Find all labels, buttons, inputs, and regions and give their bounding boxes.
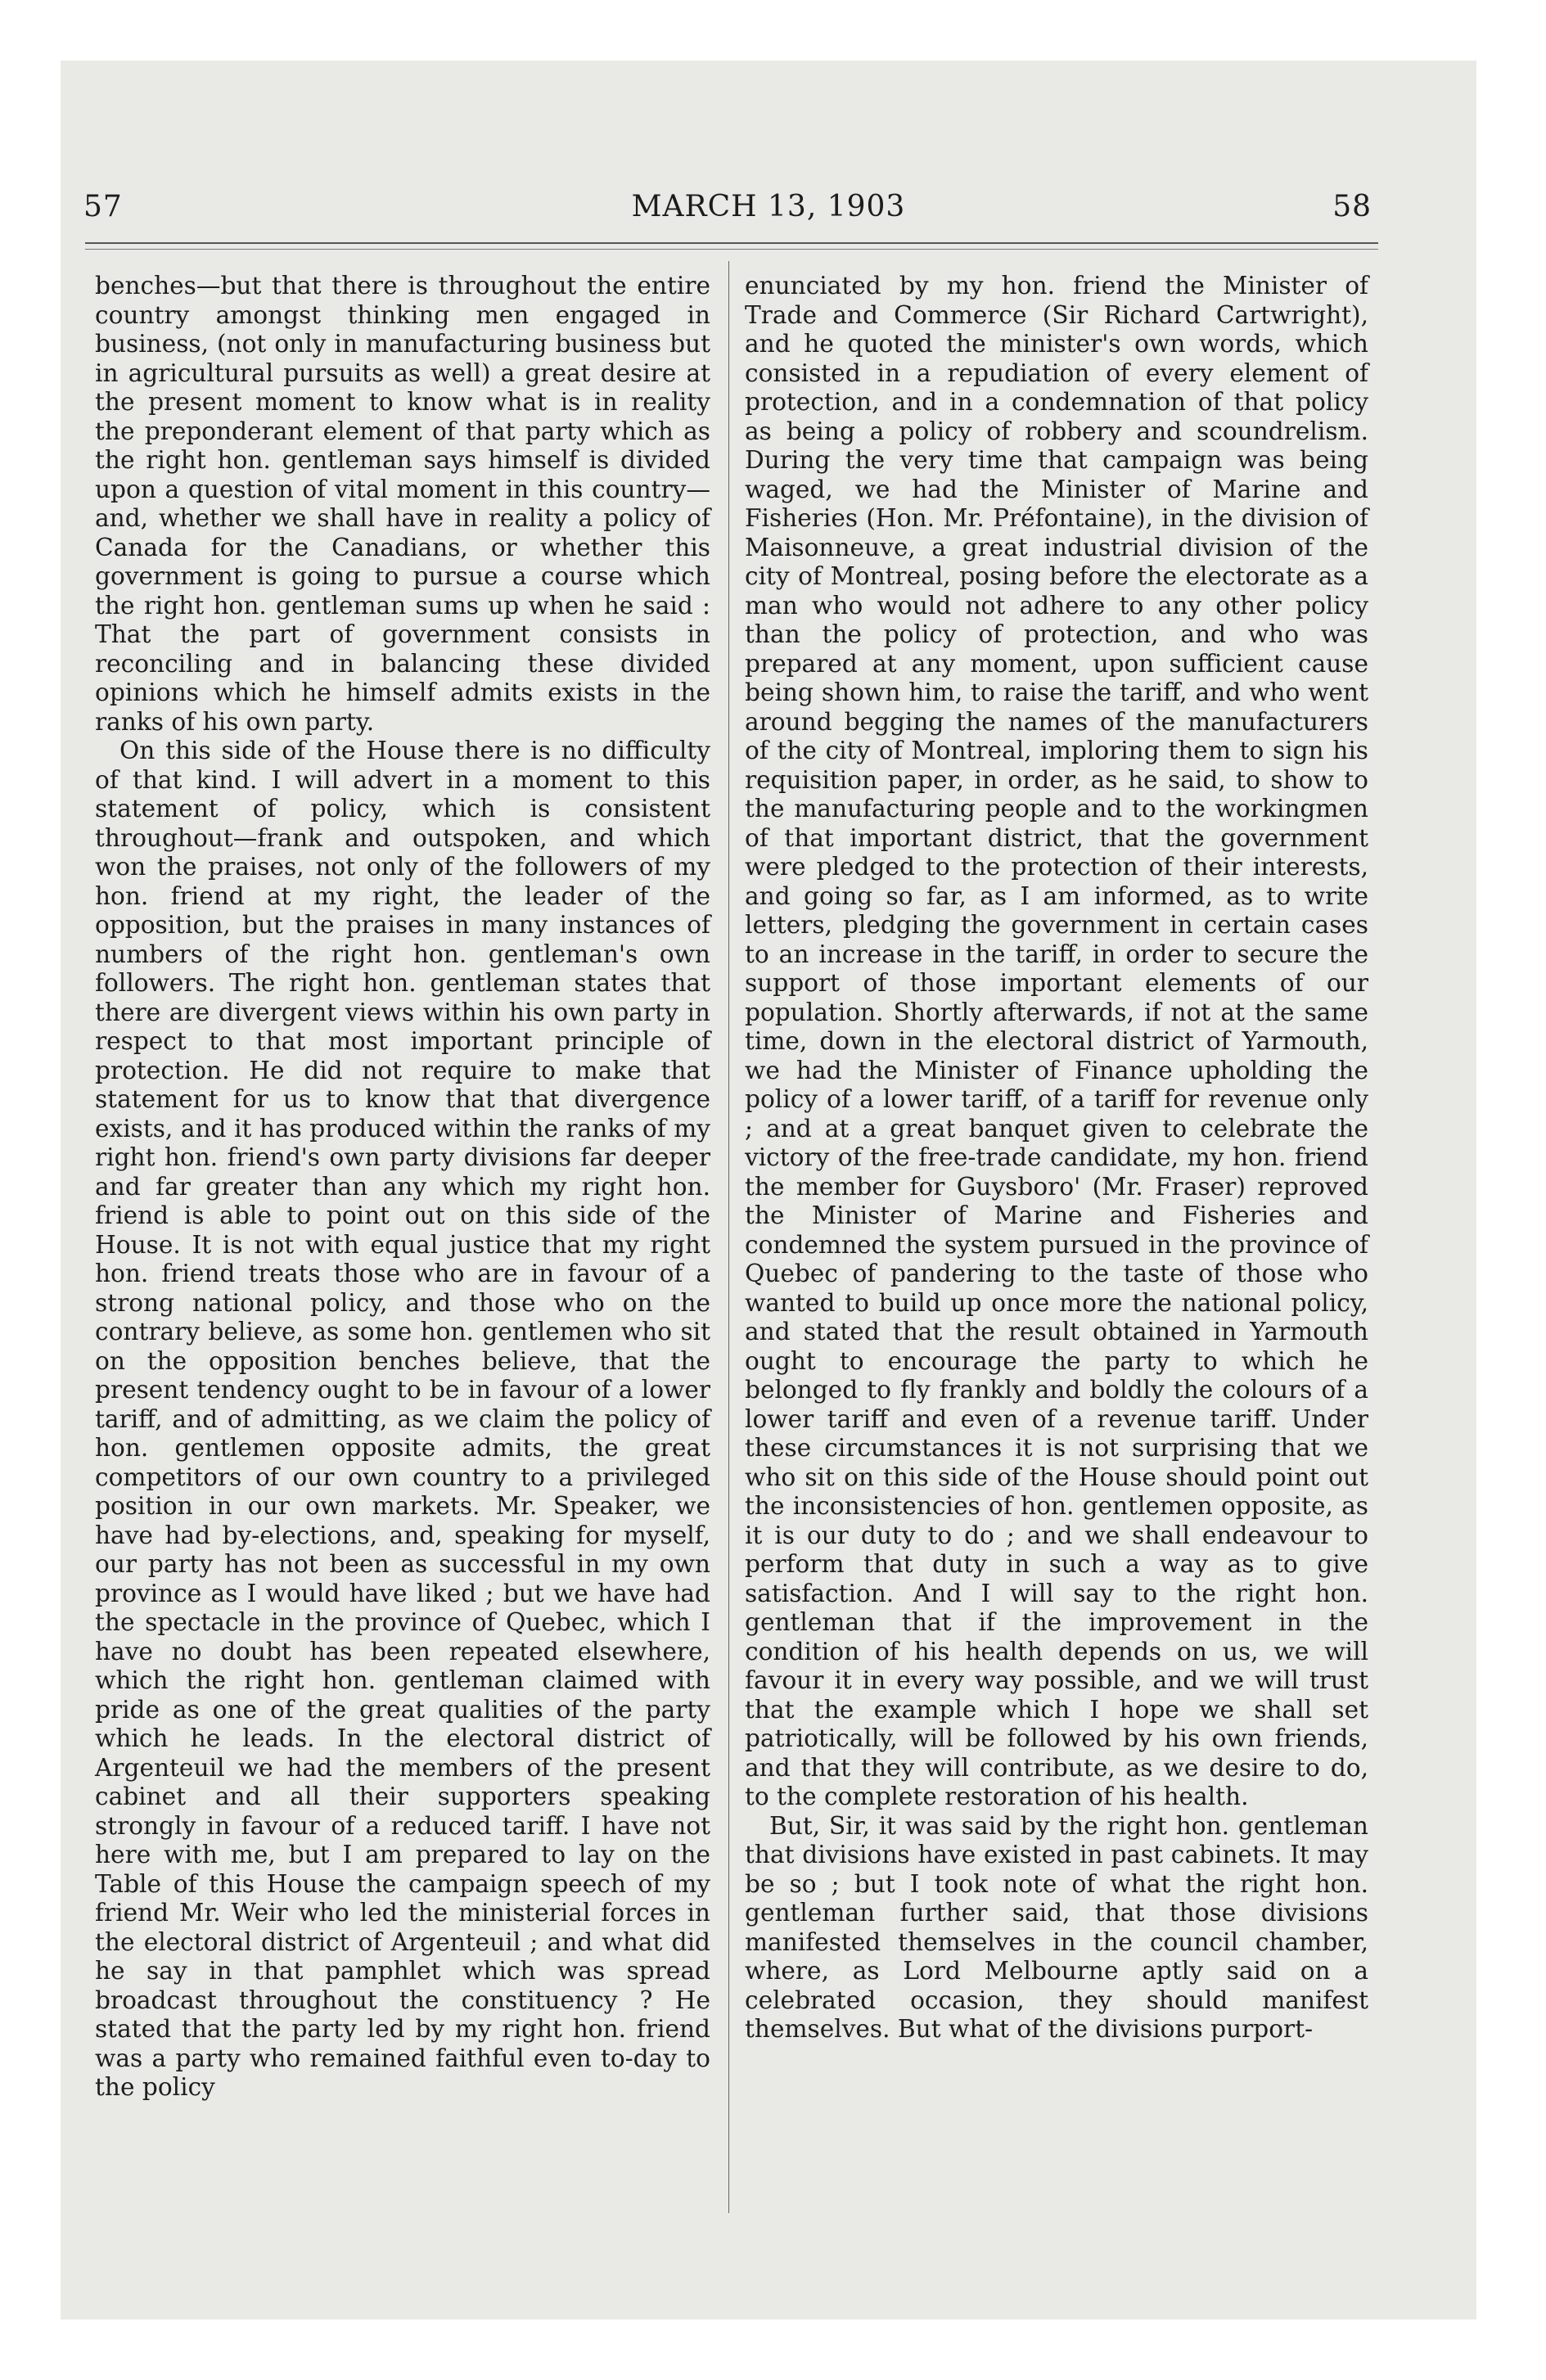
left-paragraph-2: On this side of the House there is no difficulty of that kind. I will advert in a moment to this statement of policy, which is consistent throughout—frank and outspoken, and which won the praises, not only of the followers of my hon. friend at my right, the leader of the opposition, but the praises in many instances of numbers of the right hon. gentleman's own followers. The right hon. gentleman states that there are divergent views within his own party in respect to that most important principle of protection. He did not require to make that statement for us to know that that divergence exists, and it has produced within the ranks of my right hon. friend's own party divisions far deeper and far greater than any which my right hon. friend is able to point out on this side of the House. It is not with equal justice that my right hon. friend treats those who are in favour of a strong national policy, and those who on the contrary believe, as some hon. gentlemen who sit on the opposition benches believe, that the present tendency ought to be in favour of a lower tariff, and of admitting, as we claim the policy of hon. gentlemen opposite admits, the great competitors of our own country to a privileged position in our own markets. Mr. Speaker, we have had by-elections, and, speaking for myself, our party has not been as successful in my own province as I would have liked ; but we have had the spectacle in the province of Quebec, which I have no doubt has been repeated elsewhere, which the right hon. gentleman claimed with pride as one of the great qualities of the party which he leads. In the electoral district of Argenteuil we had the members of the present cabinet and all their supporters speaking strongly in favour of a reduced tariff. I have not here with me, but I am prepared to lay on the Table of this House the campaign speech of my friend Mr. Weir who led the ministerial forces in the electoral district of Argenteuil ; and what did he say in that pamphlet which was spread broadcast throughout the constituency ? He stated that the party led by my right hon. friend was a party who remained faithful even to-day to the policy — [95, 737, 710, 2101]
page-header — [61, 190, 1476, 239]
header-rule-thin — [85, 249, 1378, 250]
right-paragraph-1: enunciated by my hon. friend the Minister of Trade and Commerce (Sir Richard Cartwright), and he quoted the minister's own words, which consisted in a repudiation of every element of protection, and in a condemnation of that policy as being a policy of robbery and scoundrelism. During the very time that campaign was being waged, we had the Minister of Marine and Fisheries (Hon. Mr. Préfontaine), in the division of Maisonneuve, a great industrial division of the city of Montreal, posing before the electorate as a man who would not adhere to any other policy than the policy of protection, and who was prepared at any moment, upon sufficient cause being shown him, to raise the tariff, and who went around begging the names of the manufacturers of the city of Montreal, imploring them to sign his requisition paper, in order, as he said, to show to the manufacturing people and to the workingmen of that important district, that the government were pledged to the protection of their interests, and going so far, as I am informed, as to write letters, pledging the government in certain cases to an increase in the tariff, in order to secure the support of those important elements of our population. Shortly afterwards, if not at the same time, down in the electoral district of Yarmouth, we had the Minister of Finance upholding the policy of a lower tariff, of a tariff for revenue only ; and at a great banquet given to celebrate the victory of the free-trade candidate, my hon. friend the member for Guysboro' (Mr. Fraser) reproved the Minister of Marine and Fisheries and condemned the system pursued in the province of Quebec of pandering to the taste of those who wanted to build up once more the national policy, and stated that the result obtained in Yarmouth ought to encourage the party to which he belonged to fly frankly and boldly the colours of a lower tariff and even of a revenue tariff. Under these circumstances it is not surprising that we who sit on this side of the House should point out the inconsistencies of hon. gentlemen opposite, as it is our duty to do ; and we shall endeavour to perform that duty in such a way as to give satisfaction. And I will say to the right hon. gentleman that if the improvement in the condition of his health depends on us, we will favour it in every way possible, and we will trust that the example which I hope we shall set patriotically, will be followed by his own friends, and that they will contribute, as we desire to do, to the complete restoration of his health. — [745, 272, 1368, 1810]
right-column — [745, 272, 1368, 2044]
column-divider — [728, 261, 729, 2213]
document-page — [61, 61, 1476, 2319]
page-number-left: 57 — [83, 190, 123, 223]
header-rule — [85, 242, 1378, 244]
left-paragraph-1: benches—but that there is throughout the entire country amongst thinking men engaged in business, (not only in manufacturing business but in agricultural pursuits as well) a great desire at the present moment to know what is in reality the preponderant element of that party which as the right hon. gentleman says himself is divided upon a question of vital moment in this country—and, whether we shall have in reality a policy of Canada for the Canadians, or whether this government is going to pursue a course which the right hon. gentleman sums up when he said : That the part of government consists in reconciling and in balancing these divided opinions which he himself admits exists in the ranks of his own party. — [95, 272, 710, 736]
header-date: MARCH 13, 1903 — [631, 190, 906, 223]
left-column — [95, 272, 710, 2103]
page-number-right: 58 — [1332, 190, 1372, 223]
right-paragraph-2: But, Sir, it was said by the right hon. gentleman that divisions have existed in past cabinets. It may be so ; but I took note of what the right hon. gentleman further said, that those divisions manifested themselves in the council chamber, where, as Lord Melbourne aptly said on a celebrated occasion, they should manifest themselves. But what of the divisions purport- — [745, 1811, 1368, 2043]
